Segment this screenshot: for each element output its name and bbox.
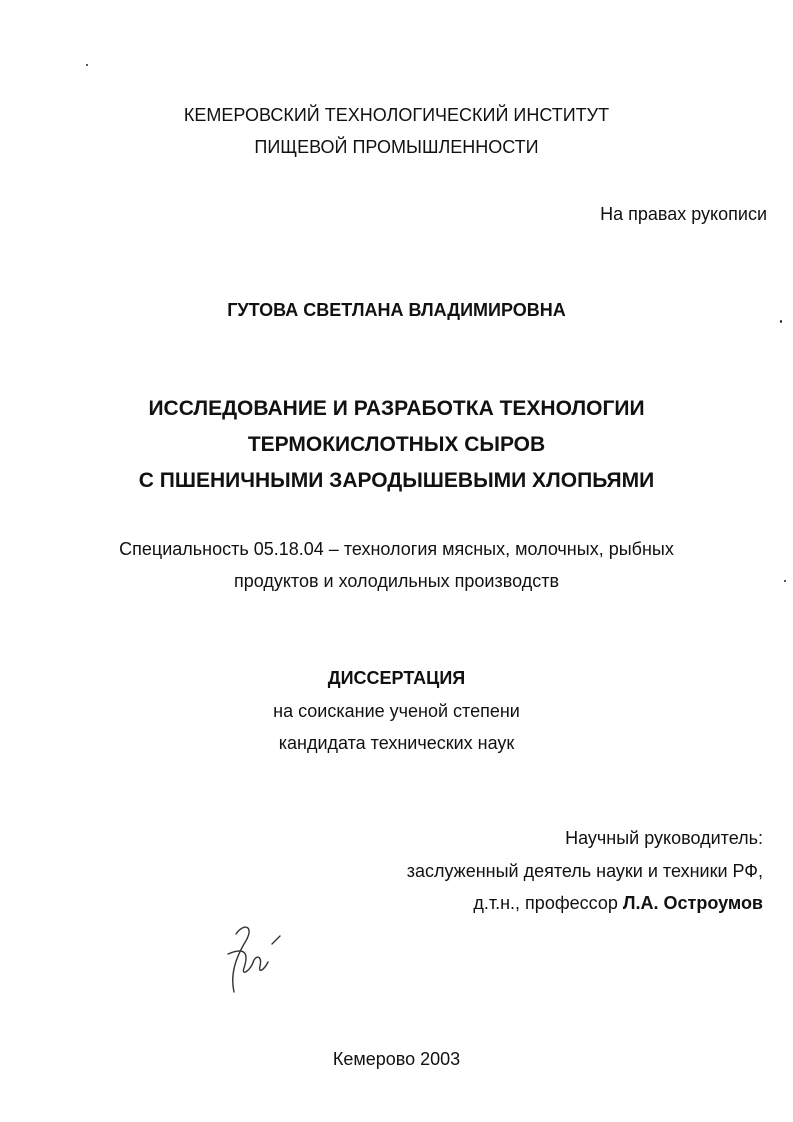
title-line1: ИССЛЕДОВАНИЕ И РАЗРАБОТКА ТЕХНОЛОГИИ [148, 397, 645, 420]
supervisor-degree-name [473, 892, 763, 914]
manuscript-note: На правах рукописи [600, 204, 767, 224]
institution-name-line2: ПИЩЕВОЙ ПРОМЫШЛЕННОСТИ [254, 137, 539, 157]
supervisor-label: Научный руководитель: [565, 828, 763, 848]
city-year: Кемерово 2003 [332, 1049, 461, 1069]
specialty-line1: Специальность 05.18.04 – технология мясных, молочных, рыбных [119, 539, 674, 559]
handwritten-signature [214, 914, 304, 1004]
dissertation-heading: ДИССЕРТАЦИЯ [327, 668, 466, 688]
supervisor-title: заслуженный деятель науки и техники РФ, [406, 861, 763, 881]
specialty-line2: продуктов и холодильных производств [233, 571, 560, 591]
dissertation-degree-line1: на соискание ученой степени [273, 701, 520, 721]
scan-speck [86, 64, 88, 66]
author-name: ГУТОВА СВЕТЛАНА ВЛАДИМИРОВНА [227, 300, 566, 320]
title-line3: С ПШЕНИЧНЫМИ ЗАРОДЫШЕВЫМИ ХЛОПЬЯМИ [138, 469, 655, 492]
supervisor-name: Л.А. Остроумов [622, 893, 763, 913]
title-line2: ТЕРМОКИСЛОТНЫХ СЫРОВ [247, 433, 546, 456]
dissertation-degree-line2: кандидата технических наук [278, 733, 515, 753]
supervisor-degree: д.т.н., профессор [473, 893, 623, 913]
scan-speck [784, 580, 786, 582]
institution-name-line1: КЕМЕРОВСКИЙ ТЕХНОЛОГИЧЕСКИЙ ИНСТИТУТ [183, 105, 610, 125]
scan-speck [780, 320, 782, 323]
